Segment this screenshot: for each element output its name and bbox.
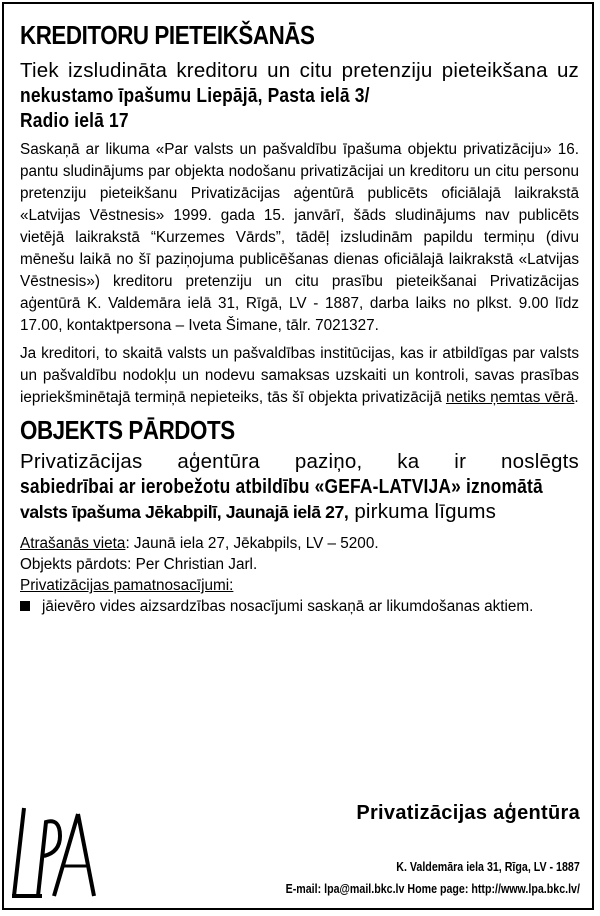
property-address-1: nekustamo īpašumu Liepājā, Pasta ielā 3/: [20, 84, 370, 107]
warning-underlined: netiks ņemtas vērā: [445, 389, 575, 406]
sold-lead-line1: Privatizācijas aģentūra paziņo, ka ir noslēgts: [20, 450, 579, 473]
location-value: : Jaunā iela 27, Jēkabpils, LV – 5200.: [125, 535, 379, 552]
sold-contract: pirkuma līgums: [348, 500, 497, 523]
heading-sold: OBJEKTS PĀRDOTS: [20, 415, 235, 445]
condition-text: jāievēro vides aizsardzības nosacījumi saskaņā ar likumdošanas aktiem.: [42, 598, 534, 615]
lead-plain-text: Tiek izsludināta kreditoru un citu pretenziju pieteikšana uz: [20, 59, 579, 82]
condition-item: [20, 596, 579, 617]
warning-text: Ja kreditori, to skaitā valsts un pašvaldības institūcijas, kas ir atbildīgas par valsts un pašvaldību nodokļu un nodevu samaksas uzskaiti un kontroli, savas prasības iepriekšminētajā termiņā nepieteiks, tās šī objekta privatizācijā: [20, 345, 579, 406]
property-address-2: Radio ielā 17: [20, 109, 129, 132]
lead-creditors: [20, 58, 579, 133]
agency-address: K. Valdemāra iela 31, Rīga, LV - 1887: [396, 859, 580, 874]
sold-to-line: Objekts pārdots: Per Christian Jarl.: [20, 556, 258, 573]
paragraph-warning: [20, 343, 579, 409]
location-label: Atrašanās vieta: [20, 535, 126, 552]
bullet-square-icon: [20, 601, 30, 611]
sold-company: sabiedrībai ar ierobežotu atbildību «GEFA-LATVIJA» iznomātā: [20, 475, 543, 498]
lead-sold: [20, 449, 579, 525]
sold-property: valsts īpašuma Jēkabpilī, Jaunajā ielā 27,: [20, 502, 349, 522]
location-line: [20, 533, 579, 554]
agency-name: Privatizācijas aģentūra: [356, 802, 580, 824]
paragraph-announcement: Saskaņā ar likuma «Par valsts un pašvaldību īpašuma objektu privatizāciju» 16. pantu sludinājums par objekta nodošanu privatizācijai un kreditoru un citu personu pretenziju pieteikšanu Privatizācijas aģentūrā publicēts oficiālajā laikrakstā «Latvijas Vēstnesis» 1999. gada 15. janvārī, šāds sludinājums nav publicēts vietējā laikrakstā “Kurzemes Vārds”, tādēļ izsludinām papildu termiņu (divu mēnešu laikā no šī paziņojuma publicēšanas dienas oficiālajā laikrakstā «Latvijas Vēstnesis») kreditoru pretenziju un citu prasību pieteikšanai Privatizācijas aģentūrā K. Valdemāra ielā 31, Rīgā, LV - 1887, darba laiks no plkst. 9.00 līdz 17.00, kontaktpersona – Iveta Šimane, tālr. 7021327.: [20, 141, 579, 334]
warning-end: .: [574, 389, 579, 406]
heading-creditors: KREDITORU PIETEIKŠANĀS: [20, 20, 315, 50]
conditions-label: Privatizācijas pamatnosacījumi:: [20, 577, 234, 594]
lpa-logo-icon: [8, 800, 98, 902]
agency-contact: E-mail: lpa@mail.bkc.lv Home page: http://www.lpa.bkc.lv/: [285, 881, 580, 896]
footer: [4, 794, 592, 908]
advertisement-frame: [2, 2, 594, 910]
